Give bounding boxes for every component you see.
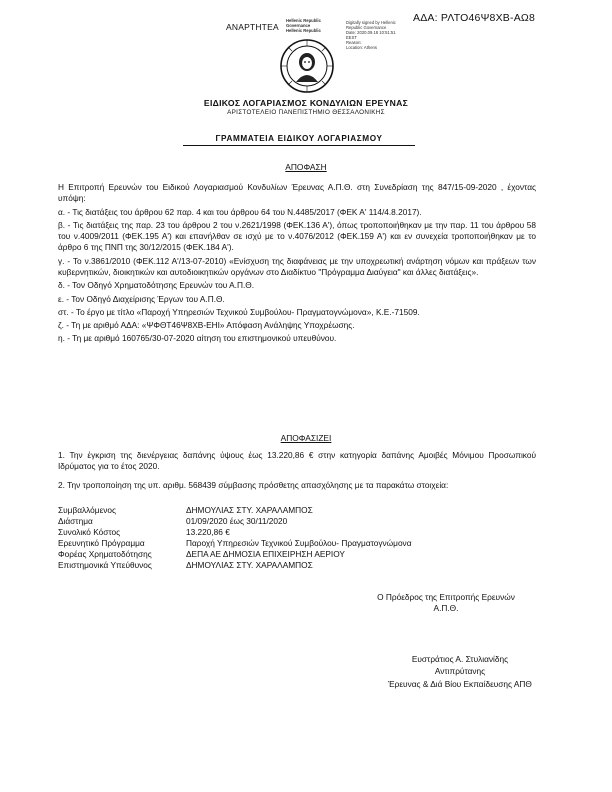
detail-key: Φορέας Χρηματοδότησης [58, 549, 152, 559]
preamble [58, 182, 536, 347]
contract-details [58, 505, 538, 571]
detail-value: Παροχή Υπηρεσιών Τεχνικού Συμβούλου- Πραγματογνώμονα [186, 538, 412, 548]
university-name: ΑΡΙΣΤΟΤΕΛΕΙΟ ΠΑΝΕΠΙΣΤΗΜΙΟ ΘΕΣΣΑΛΟΝΙΚΗΣ [227, 109, 385, 116]
preamble-item: γ. - Το ν.3861/2010 (ΦΕΚ.112 Α'/13-07-2010) «Ενίσχυση της διαφάνειας με την υποχρεωτική ανάρτηση νόμων και πράξεων των κυβερνητικών, διοικητικών και αυτοδιοικητικών οργάνων στο Διαδίκτυο "Πρόγραμμα Διαύγεια" και άλλες διατάξεις». [58, 255, 536, 277]
signature-detail-line: Date: 2020.09.18 10:51:51 [346, 30, 396, 36]
signature-details [346, 20, 446, 50]
preamble-item: ζ. - Τη με αριθμό ΑΔΑ: «ΨΦΘΤ46Ψ8ΧΒ-ΕΗΙ» Απόφαση Ανάληψης Υποχρέωσης. [58, 320, 355, 331]
detail-row [58, 549, 538, 560]
signer-block [360, 653, 560, 690]
decision-heading: ΑΠΟΦΑΣΗ [285, 162, 327, 172]
preamble-item: ε. - Τον Οδηγό Διαχείρισης Έργων του Α.Π.Θ. [58, 293, 225, 304]
secretariat-title: ΓΡΑΜΜΑΤΕΙΑ ΕΙΔΙΚΟΥ ΛΟΓΑΡΙΑΣΜΟΥ [215, 134, 383, 143]
signature-signer-line: Hellenic Republic [286, 28, 321, 34]
signature-signer [286, 18, 344, 33]
detail-row [58, 538, 538, 549]
detail-key: Διάστημα [58, 516, 93, 526]
detail-key: Ερευνητικό Πρόγραμμα [58, 538, 145, 548]
president-institution: Α.Π.Θ. [433, 603, 459, 614]
signer-title: Έρευνας & Διά Βίου Εκπαίδευσης ΑΠΘ [388, 678, 532, 689]
president-block [346, 592, 546, 614]
preamble-item: στ. - Το έργο με τίτλο «Παροχή Υπηρεσιών Τεχνικού Συμβούλου- Πραγματογνώμονα», Κ.Ε.-71509. [58, 306, 420, 317]
detail-key: Επιστημονικά Υπεύθυνος [58, 560, 152, 570]
decides-heading: ΑΠΟΦΑΣΙΖΕΙ [280, 433, 332, 443]
detail-key: Συνολικό Κόστος [58, 527, 121, 537]
detail-value: ΔΕΠΑ ΑΕ ΔΗΜΟΣΙΑ ΕΠΙΧΕΙΡΗΣΗ ΑΕΡΙΟΥ [186, 549, 345, 559]
publishable-label: ΑΝΑΡΤΗΤΕΑ [226, 22, 279, 32]
signature-signer-line: Hellenic Republic [286, 18, 321, 23]
secretariat-underline [183, 145, 415, 146]
signature-detail-line: EEST [346, 35, 357, 41]
decision-item: 2. Την τροποποίηση της υπ. αριθμ. 568439 σύμβασης πρόσθετης απασχόλησης με τα παρακάτω στοιχεία: [58, 479, 449, 490]
detail-value: 01/09/2020 έως 30/11/2020 [186, 516, 288, 526]
preamble-item: β. - Τις διατάξεις της παρ. 23 του άρθρου 2 του ν.2621/1998 (ΦΕΚ.136 Α'), όπως τροποποιήθηκαν με την παρ. 11 του άρθρου 58 του ν.4009/2011 (ΦΕΚ.195 Α') και επανήλθαν σε ισχύ με το ν.4076/2012 (ΦΕΚ.159 Α') και εν συνεχεία τροποποιήθηκαν με το άρθρο 6 της ΠΝΠ της 30/12/2015 (ΦΕΚ.184 Α'). [58, 219, 536, 253]
detail-value: 13.220,86 € [186, 527, 230, 537]
preamble-item: δ. - Τον Οδηγό Χρηματοδότησης Ερευνών του Α.Π.Θ. [58, 280, 255, 291]
signer-name: Ευστράτιος Α. Στυλιανίδης [411, 654, 509, 664]
detail-row [58, 527, 538, 538]
detail-row [58, 516, 538, 527]
president-title: Ο Πρόεδρος της Επιτροπής Ερευνών [377, 592, 515, 602]
preamble-intro: Η Επιτροπή Ερευνών του Ειδικού Λογαριασμού Κονδυλίων Έρευνας Α.Π.Θ. στη Συνεδρίαση της 847/15-09-2020 , έχοντας υπόψη: [58, 182, 536, 204]
signature-detail-line: Location: Athens [346, 45, 377, 51]
detail-row [58, 505, 538, 516]
detail-value: ΔΗΜΟΥΛΙΑΣ ΣΤΥ. ΧΑΡΑΛΑΜΠΟΣ [186, 505, 313, 515]
preamble-item: η. - Τη με αριθμό 160765/30-07-2020 αίτηση του επιστημονικού υπευθύνου. [58, 333, 337, 344]
detail-key: Συμβαλλόμενος [58, 505, 117, 515]
signature-signer-line: Governance [286, 23, 311, 29]
institution-name: ΕΙΔΙΚΟΣ ΛΟΓΑΡΙΑΣΜΟΣ ΚΟΝΔΥΛΙΩΝ ΕΡΕΥΝΑΣ [203, 98, 409, 108]
university-seal-logo [280, 38, 334, 94]
signature-detail-line: Reason: [346, 40, 362, 46]
ada-code: ΑΔΑ: ΡΛΤΟ46Ψ8ΧΒ-ΑΩ8 [413, 12, 535, 24]
detail-value: ΔΗΜΟΥΛΙΑΣ ΣΤΥ. ΧΑΡΑΛΑΜΠΟΣ [186, 560, 313, 570]
preamble-item: α. - Τις διατάξεις του άρθρου 62 παρ. 4 και του άρθρου 64 του Ν.4485/2017 (ΦΕΚ Α' 114/4.8.2017). [58, 206, 422, 217]
decisions [58, 450, 536, 491]
decision-item: 1. Την έγκριση της διενέργειας δαπάνης ύψους έως 13.220,86 € στην κατηγορία δαπάνης Αμοιβές Μόνιμου Προσωπικού Ιδρύματος για το έτος 2020. [58, 450, 536, 472]
signature-detail-line: Republic Governance [346, 25, 387, 31]
detail-row [58, 560, 538, 571]
signature-detail-line: Digitally signed by Hellenic [346, 20, 396, 25]
signer-role: Αντιπρύτανης [434, 666, 486, 677]
